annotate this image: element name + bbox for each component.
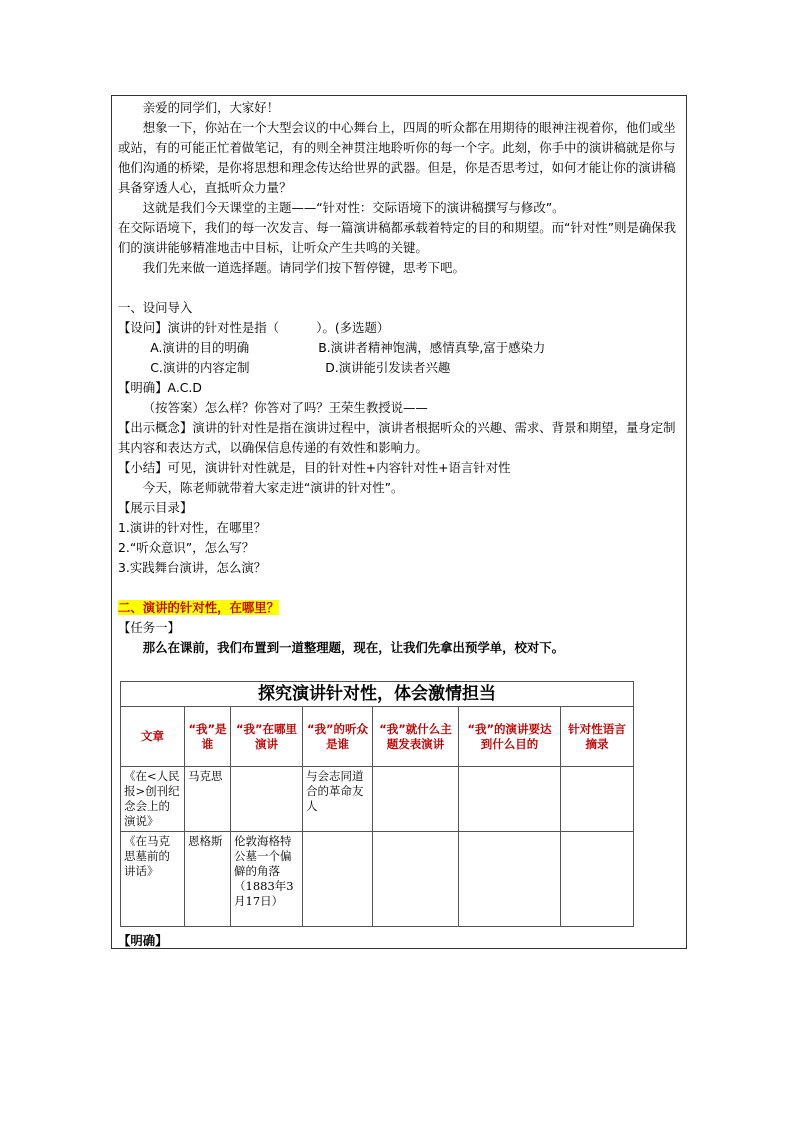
table-cell bbox=[231, 767, 303, 832]
section1-heading: 一、设问导入 bbox=[118, 300, 193, 315]
spacer bbox=[118, 578, 680, 598]
header-cell: “我”的演讲要达到什么目的 bbox=[459, 707, 561, 767]
header-cell: 针对性语言摘录 bbox=[561, 707, 634, 767]
header-cell: 文章 bbox=[121, 707, 185, 767]
greeting: 亲爱的同学们，大家好！ bbox=[142, 100, 280, 115]
closing-label: 【明确】 bbox=[118, 933, 168, 948]
table-cell: 《在马克思墓前的讲话》 bbox=[121, 832, 185, 927]
intro-paragraph-3: 在交际语境下，我们的每一次发言、每一篇演讲稿都承载着特定的目的和期望。而“针对性”则是确保我们的演讲能够精准地击中目标，让听众产生共鸣的关键。 bbox=[118, 220, 677, 255]
options-row-2 bbox=[118, 358, 680, 378]
spacer bbox=[118, 278, 680, 298]
followup: （按答案）怎么样？你答对了吗？王荣生教授说—— bbox=[142, 400, 428, 415]
table-cell bbox=[561, 832, 634, 927]
table-cell bbox=[459, 832, 561, 927]
task-label: 【任务一】 bbox=[118, 620, 180, 635]
options-row-1 bbox=[118, 338, 680, 358]
summary: 【小结】可见，演讲针对性就是，目的针对性+内容针对性+语言针对性 bbox=[118, 460, 511, 475]
option-c: C.演讲的内容定制 bbox=[150, 360, 250, 375]
intro-paragraph-2: 这就是我们今天课堂的主题——“针对性：交际语境下的演讲稿撰写与修改”。 bbox=[142, 200, 565, 215]
table-cell: 伦敦海格特公墓一个偏僻的角落（1883年3月17日） bbox=[231, 832, 303, 927]
table-cell: 与会志同道合的革命友人 bbox=[303, 767, 373, 832]
table-cell: 恩格斯 bbox=[185, 832, 231, 927]
table-cell bbox=[373, 832, 459, 927]
toc-heading: 【展示目录】 bbox=[118, 500, 193, 515]
document-content bbox=[118, 98, 680, 658]
table-cell bbox=[561, 767, 634, 832]
table-cell bbox=[459, 767, 561, 832]
today: 今天，陈老师就带着大家走进“演讲的针对性”。 bbox=[142, 480, 404, 495]
question: 【设问】演讲的针对性是指（ ）。(多选题） bbox=[118, 320, 390, 335]
concept: 【出示概念】演讲的针对性是指在演讲过程中，演讲者根据听众的兴趣、需求、背景和期望，量身定制其内容和表达方式，以确保信息传递的有效性和影响力。 bbox=[118, 420, 676, 455]
toc-item-1: 1.演讲的针对性，在哪里？ bbox=[118, 520, 267, 535]
table-cell: 《在<人民报>创刊纪念会上的演说》 bbox=[121, 767, 185, 832]
intro-paragraph-1: 想象一下，你站在一个大型会议的中心舞台上，四周的听众都在用期待的眼神注视着你，他们或坐或站，有的可能正忙着做笔记，有的则全神贯注地聆听你的每一个字。此刻，你手中的演讲稿就是你与他们沟通的桥梁，是你将思想和理念传达给世界的武器。但是，你是否思考过，如何才能让你的演讲稿具备穿透人心，直抵听众力量？ bbox=[118, 120, 676, 195]
header-cell: “我”的听众是谁 bbox=[303, 707, 373, 767]
option-a: A.演讲的目的明确 bbox=[150, 340, 250, 355]
option-b: B.演讲者精神饱满，感情真挚,富于感染力 bbox=[318, 340, 546, 355]
table-row bbox=[121, 832, 634, 927]
header-cell: “我”是谁 bbox=[185, 707, 231, 767]
task-table bbox=[120, 681, 634, 927]
section2-heading: 二、演讲的针对性，在哪里？ bbox=[118, 600, 280, 615]
table-cell: 马克思 bbox=[185, 767, 231, 832]
table-cell bbox=[303, 832, 373, 927]
answer: 【明确】A.C.D bbox=[118, 380, 202, 395]
section2-heading-line bbox=[118, 598, 680, 618]
header-cell: “我”在哪里演讲 bbox=[231, 707, 303, 767]
header-cell: “我”就什么主题发表演讲 bbox=[373, 707, 459, 767]
toc-item-3: 3.实践舞台演讲，怎么演？ bbox=[118, 560, 267, 575]
intro-paragraph-4: 我们先来做一道选择题。请同学们按下暂停键，思考下吧。 bbox=[142, 260, 465, 275]
task-intro: 那么在课前，我们布置到一道整理题，现在，让我们先拿出预学单，校对下。 bbox=[142, 640, 565, 655]
option-d: D.演讲能引发读者兴趣 bbox=[325, 360, 451, 375]
document-frame bbox=[111, 95, 687, 949]
table-row bbox=[121, 767, 634, 832]
table-title: 探究演讲针对性，体会激情担当 bbox=[121, 682, 634, 707]
toc-item-2: 2.“听众意识”，怎么写？ bbox=[118, 540, 255, 555]
table-header-row bbox=[121, 707, 634, 767]
table-cell bbox=[373, 767, 459, 832]
